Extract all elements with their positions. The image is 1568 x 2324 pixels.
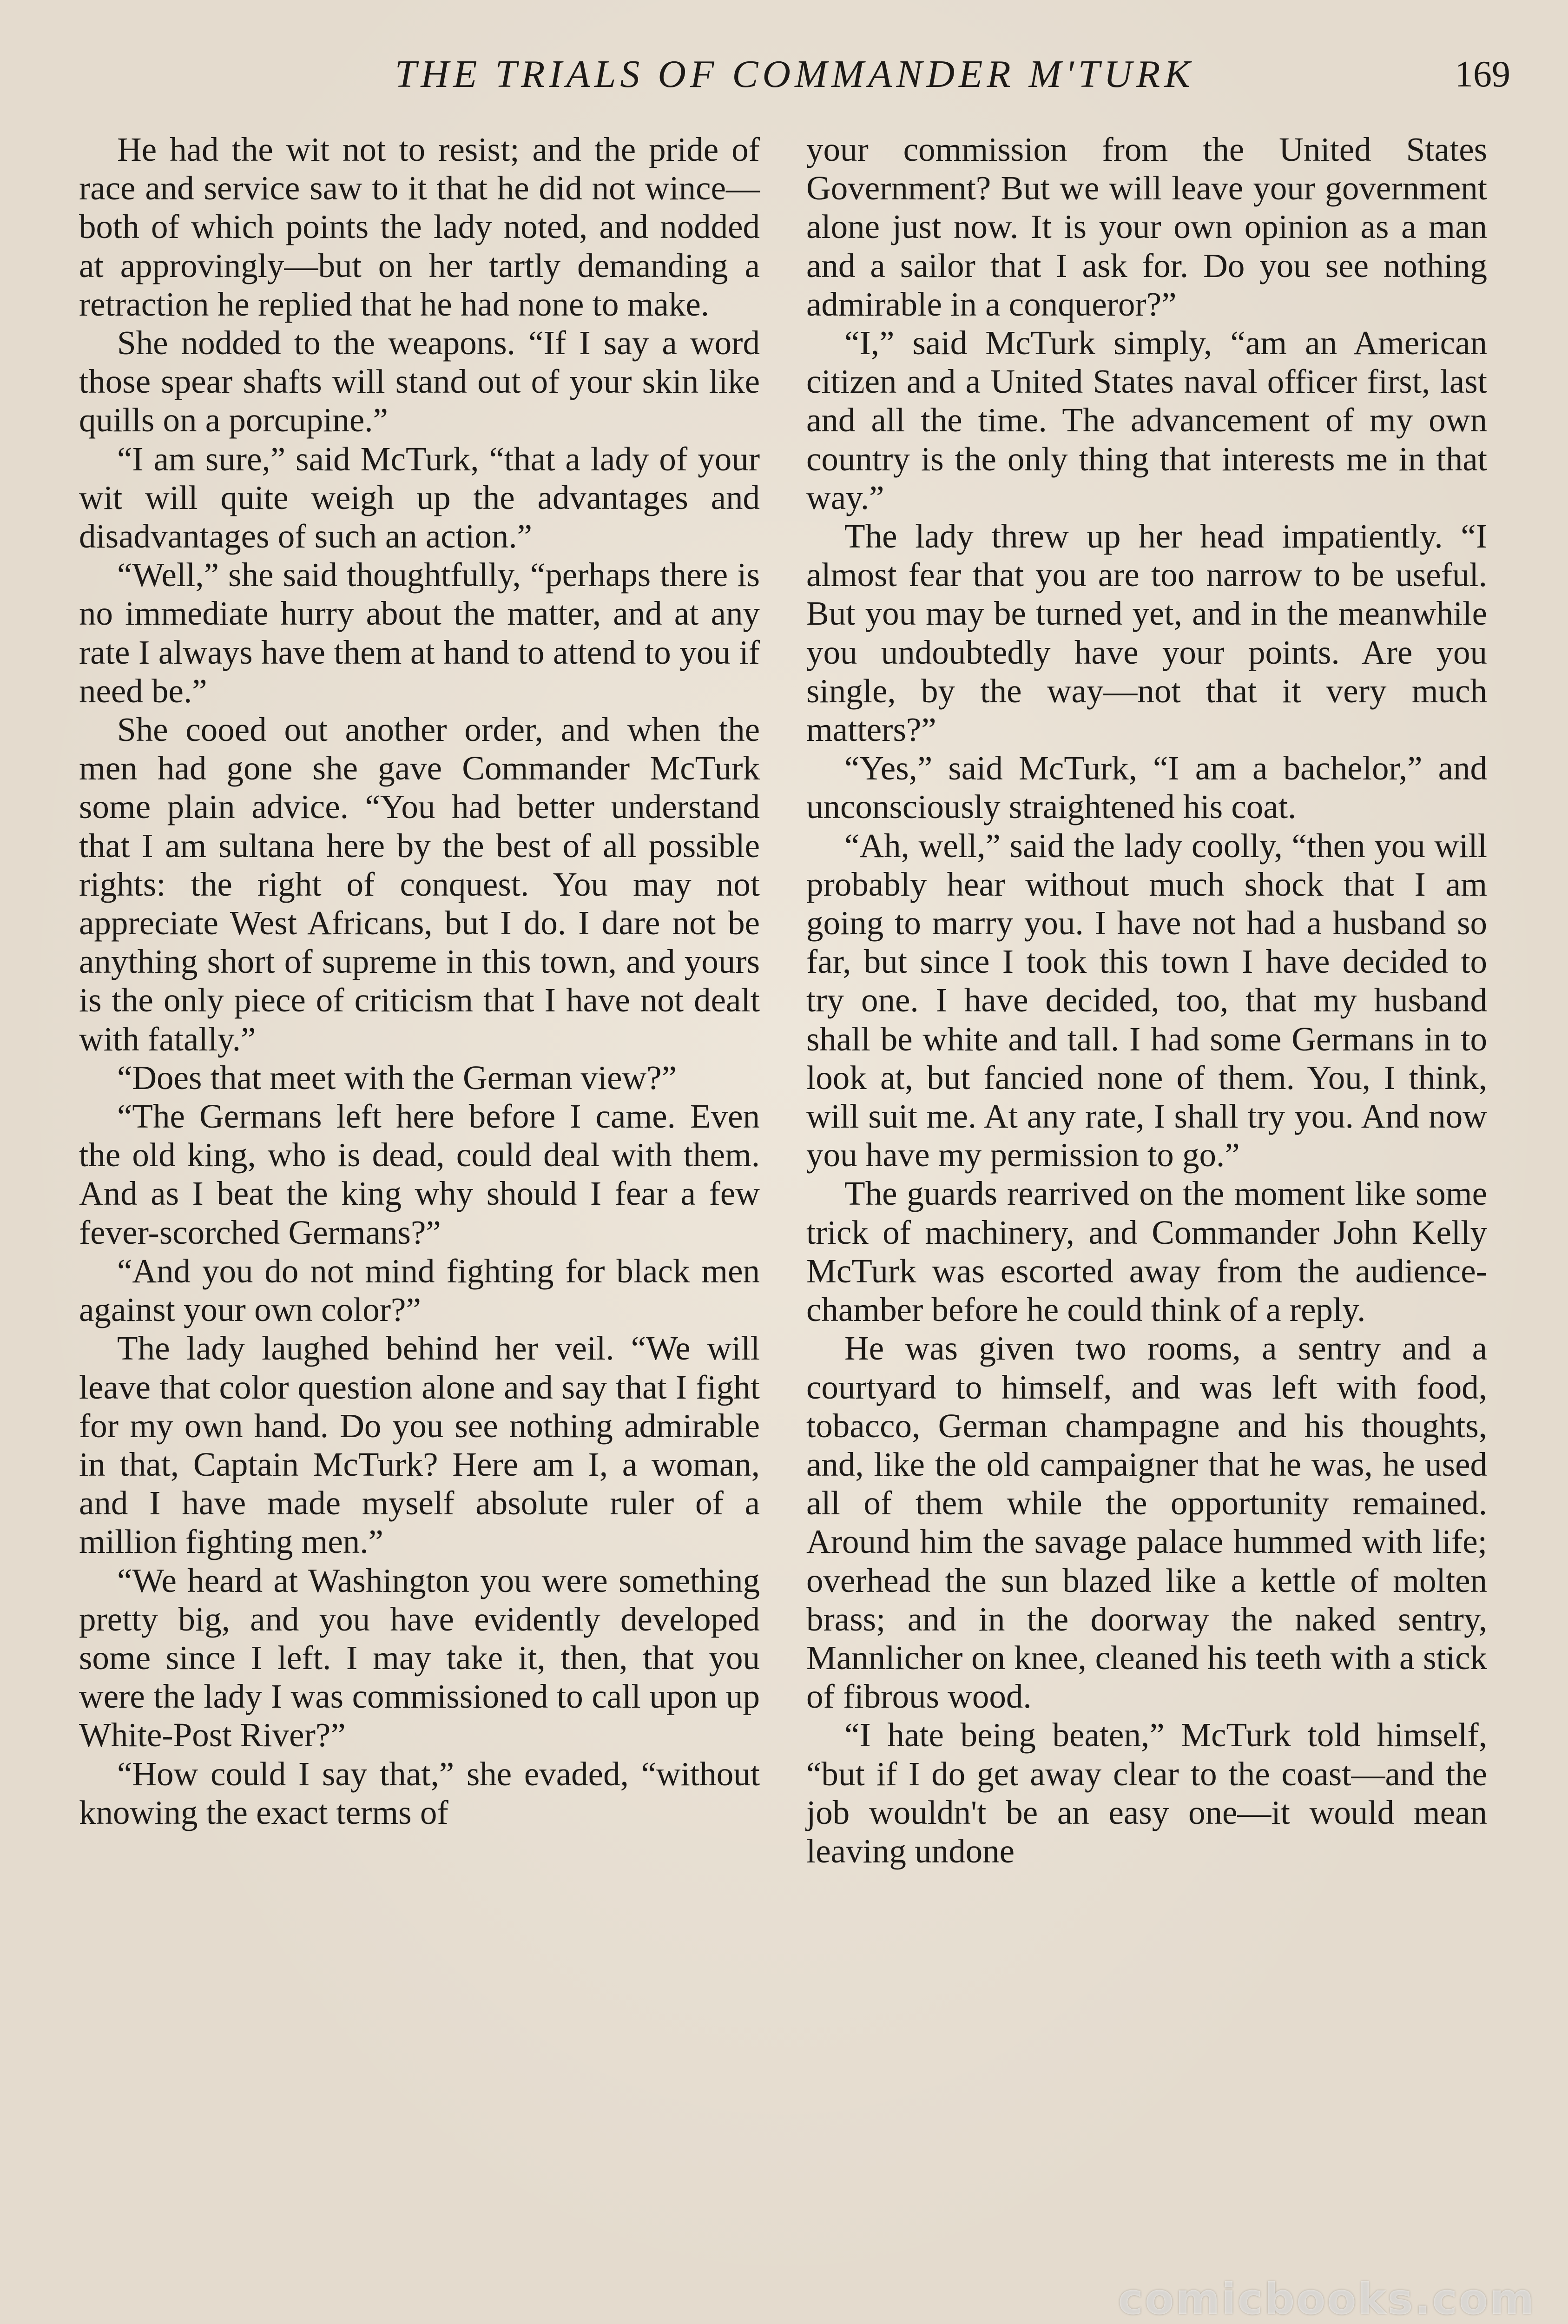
paragraph: He was given two rooms, a sentry and a courtyard to himself, and was left with food, tobacco, German champagne and his thoughts, and, like the old campaigner that he was, he used all of them while the opportunity remained. Around him the savage palace hummed with life; overhead the sun blazed like a kettle of molten brass; and in the doorway the naked sentry, Mannlicher on knee, cleaned his teeth with a stick of fibrous wood. (806, 1329, 1487, 1716)
left-column (79, 130, 760, 1832)
paragraph: “Ah, well,” said the lady coolly, “then you will probably hear without much shock that I am going to marry you. I have not had a husband so far, but since I took this town I have decided to try one. I have decided, too, that my husband shall be white and tall. I had some Germans in to look at, but fancied none of them. You, I think, will suit me. At any rate, I shall try you. And now you have my permission to go.” (806, 826, 1487, 1174)
paragraph: “We heard at Washington you were something pretty big, and you have evidently developed some since I left. I may take it, then, that you were the lady I was commissioned to call upon up White-Post River?” (79, 1561, 760, 1754)
paragraph: “The Germans left here before I came. Even the old king, who is dead, could deal with them. And as I beat the king why should I fear a few fever-scorched Germans?” (79, 1097, 760, 1251)
paragraph: She nodded to the weapons. “If I say a word those spear shafts will stand out of your skin like quills on a porcupine.” (79, 324, 760, 439)
running-title: THE TRIALS OF COMMANDER M'TURK (395, 53, 1195, 96)
paragraph: “Does that meet with the German view?” (117, 1058, 677, 1096)
paragraph: The guards rearrived on the moment like some trick of machinery, and Commander John Kelly McTurk was escorted away from the audience-chamber before he could think of a reply. (806, 1175, 1487, 1329)
page-number: 169 (1455, 54, 1510, 95)
paragraph: “Yes,” said McTurk, “I am a bachelor,” and unconsciously straightened his coat. (806, 749, 1487, 826)
paragraph: “And you do not mind fighting for black men against your own color?” (79, 1252, 760, 1329)
paragraph: He had the wit not to resist; and the pride of race and service saw to it that he did not wince—both of which points the lady noted, and nodded at approvingly—but on her tartly demanding a retraction he replied that he had none to make. (79, 131, 760, 323)
right-column (806, 130, 1487, 1870)
watermark: comicbooks.com (1118, 2274, 1535, 2324)
paragraph: The lady laughed behind her veil. “We will leave that color question alone and say that I fight for my own hand. Do you see nothing admirable in that, Captain McTurk? Here am I, a woman, and I have made myself absolute ruler of a million fighting men.” (79, 1329, 760, 1561)
paragraph-continuation: your commission from the United States Government? But we will leave your government alone just now. It is your own opinion as a man and a sailor that I ask for. Do you see nothing admirable in a conqueror?” (806, 131, 1487, 323)
page-header (79, 44, 1510, 105)
paragraph: “Well,” she said thoughtfully, “perhaps there is no immediate hurry about the matter, and at any rate I always have them at hand to attend to you if need be.” (79, 556, 760, 710)
paragraph: She cooed out another order, and when the men had gone she gave Commander McTurk some plain advice. “You had better understand that I am sultana here by the best of all possible rights: the right of conquest. You may not appreciate West Africans, but I do. I dare not be anything short of supreme in this town, and yours is the only piece of criticism that I have not dealt with fatally.” (79, 711, 760, 1058)
paragraph: “I,” said McTurk simply, “am an American citizen and a United States naval officer first, last and all the time. The advancement of my own country is the only thing that interests me in that way.” (806, 324, 1487, 516)
paragraph: “I hate being beaten,” McTurk told himself, “but if I do get away clear to the coast—and the job wouldn't be an easy one—it would mean leaving undone (806, 1716, 1487, 1870)
paragraph: “I am sure,” said McTurk, “that a lady of your wit will quite weigh up the advantages and disadvantages of such an action.” (79, 440, 760, 555)
paragraph: The lady threw up her head impatiently. “I almost fear that you are too narrow to be useful. But you may be turned yet, and in the meanwhile you undoubtedly have your points. Are you single, by the way—not that it very much matters?” (806, 517, 1487, 749)
paragraph: “How could I say that,” she evaded, “without knowing the exact terms of (79, 1755, 760, 1831)
